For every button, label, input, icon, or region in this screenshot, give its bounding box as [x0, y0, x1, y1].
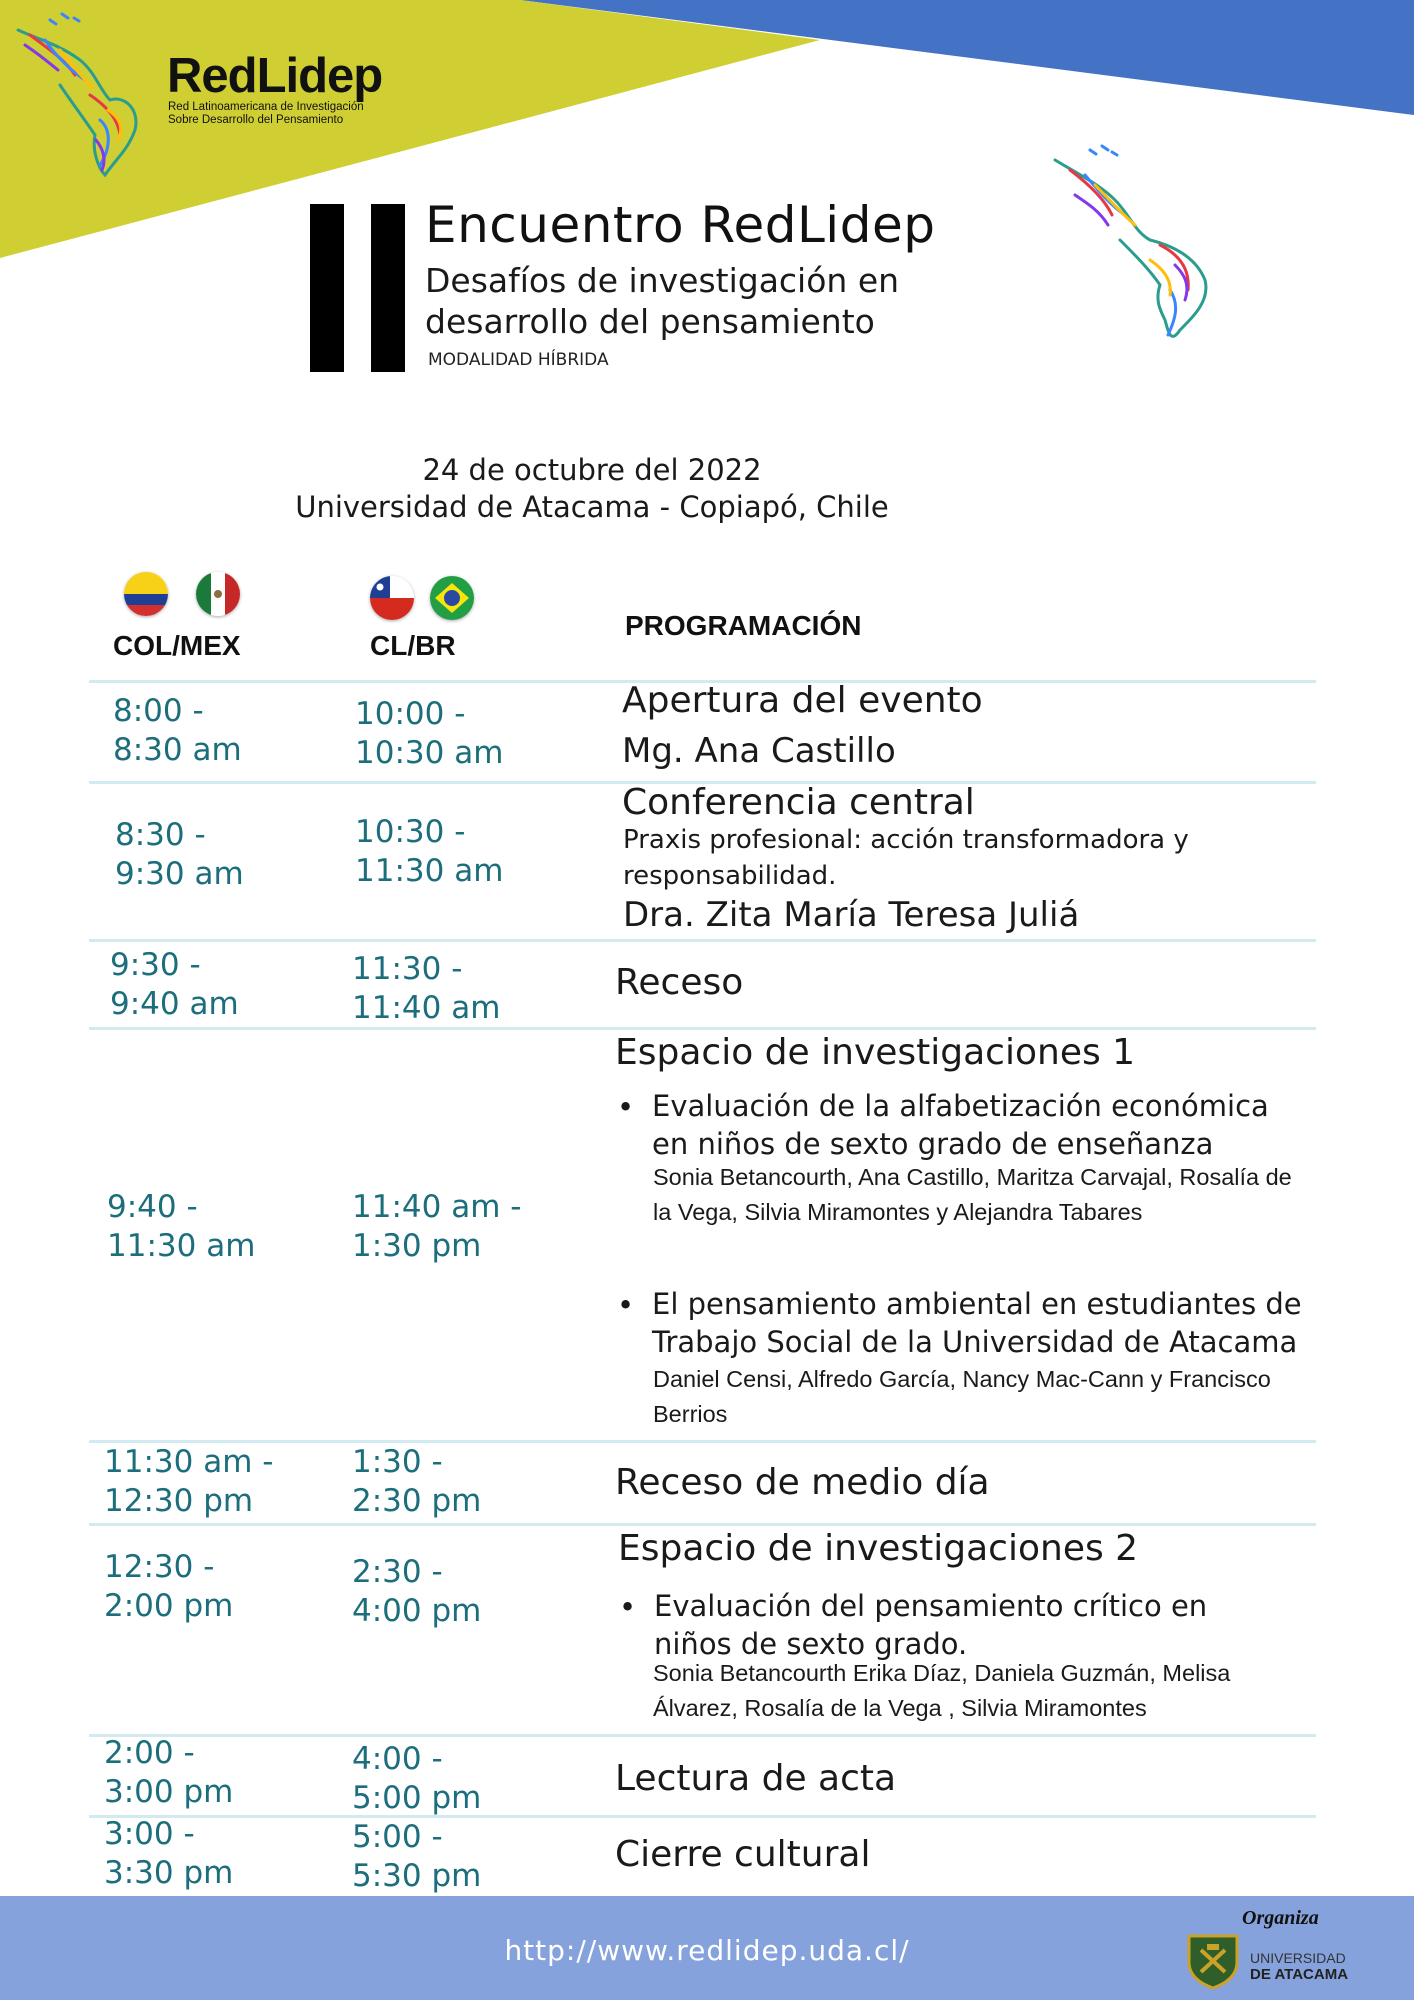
event-subtitle-line2: desarrollo del pensamiento [425, 302, 875, 341]
session-speaker: Mg. Ana Castillo [622, 731, 896, 771]
time-cl-br: 10:00 - 10:30 am [355, 696, 504, 771]
event-subtitle-line1: Desafíos de investigación en [425, 261, 900, 300]
session-title: Receso [615, 962, 744, 1003]
time-col-mex: 11:30 am - 12:30 pm [104, 1444, 274, 1519]
event-date: 24 de octubre del 2022 [422, 453, 762, 487]
logo-subtitle-line2: Sobre Desarrollo del Pensamiento [168, 114, 344, 126]
session-title: Receso de medio día [615, 1462, 990, 1503]
header-programacion: PROGRAMACIÓN [625, 610, 862, 641]
university-name-line2: DE ATACAMA [1250, 1966, 1349, 1983]
event-title: Encuentro RedLidep [425, 196, 936, 254]
logo-subtitle-line1: Red Latinoamericana de Investigación [168, 101, 364, 113]
logo-title: RedLidep [167, 49, 383, 103]
session-title: Cierre cultural [615, 1834, 871, 1875]
research-item-authors: Sonia Betancourth, Ana Castillo, Maritza Carvajal, Rosalía de la Vega, Silvia Miramontes y Alejandra Tabares [653, 1164, 1292, 1225]
time-col-mex: 9:30 - 9:40 am [110, 947, 239, 1022]
bullet-icon: • [617, 1090, 635, 1124]
time-col-mex: 2:00 - 3:00 pm [104, 1735, 234, 1810]
university-name-line1: UNIVERSIDAD [1250, 1950, 1346, 1966]
research-item-title: El pensamiento ambiental en estudiantes de Trabajo Social de la Universidad de Atacama [652, 1287, 1302, 1359]
time-cl-br: 1:30 - 2:30 pm [352, 1444, 482, 1519]
brazil-flag-icon [430, 576, 474, 620]
time-cl-br: 5:00 - 5:30 pm [352, 1819, 482, 1894]
research-item-title: Evaluación de la alfabetización económica en niños de sexto grado de enseñanza [652, 1089, 1269, 1161]
bullet-icon: • [619, 1590, 637, 1624]
time-cl-br: 4:00 - 5:00 pm [352, 1741, 482, 1816]
session-title: Lectura de acta [615, 1758, 897, 1799]
university-shield-icon [1185, 1932, 1241, 1990]
time-col-mex: 12:30 - 2:00 pm [104, 1549, 234, 1624]
research-item-authors: Daniel Censi, Alfredo García, Nancy Mac-Cann y Francisco Berrios [653, 1366, 1271, 1427]
time-cl-br: 10:30 - 11:30 am [355, 814, 504, 889]
logo-subtitle [168, 101, 364, 127]
event-modality: MODALIDAD HÍBRIDA [428, 350, 609, 370]
header-cl-br: CL/BR [370, 630, 456, 661]
chile-flag-icon [370, 576, 414, 620]
time-cl-br: 11:40 am - 1:30 pm [352, 1189, 522, 1264]
header-col-mex: COL/MEX [113, 630, 241, 661]
research-item-title: Evaluación del pensamiento crítico en niños de sexto grado. [654, 1589, 1208, 1661]
session-title: Espacio de investigaciones 1 [615, 1032, 1136, 1073]
time-cl-br: 2:30 - 4:00 pm [352, 1554, 482, 1629]
bullet-icon: • [617, 1288, 635, 1322]
session-speaker: Dra. Zita María Teresa Juliá [623, 895, 1080, 935]
time-cl-br: 11:30 - 11:40 am [352, 951, 501, 1026]
session-title: Espacio de investigaciones 2 [618, 1528, 1139, 1569]
time-col-mex: 9:40 - 11:30 am [107, 1189, 256, 1264]
footer-url-link[interactable]: http://www.redlidep.uda.cl/ [504, 1934, 910, 1967]
event-venue: Universidad de Atacama - Copiapó, Chile [295, 490, 889, 524]
roman-numeral-bar-left [310, 204, 344, 372]
session-description: Praxis profesional: acción transformadora y responsabilidad. [623, 825, 1189, 891]
latin-america-map-illustration [1055, 146, 1206, 336]
row-divider [89, 1027, 1316, 1030]
time-col-mex: 3:00 - 3:30 pm [104, 1816, 234, 1891]
row-divider [89, 1815, 1316, 1818]
colombia-flag-icon [124, 572, 168, 616]
session-title: Conferencia central [622, 782, 975, 823]
row-divider [89, 939, 1316, 942]
session-title: Apertura del evento [622, 680, 983, 721]
event-subtitle [425, 260, 899, 342]
row-divider [89, 1523, 1316, 1526]
row-divider [89, 1734, 1316, 1737]
time-col-mex: 8:30 - 9:30 am [115, 817, 244, 892]
organiza-label: Organiza [1242, 1907, 1319, 1929]
time-col-mex: 8:00 - 8:30 am [113, 693, 242, 768]
roman-numeral-bar-right [371, 204, 405, 372]
research-item-authors: Sonia Betancourth Erika Díaz, Daniela Guzmán, Melisa Álvarez, Rosalía de la Vega , Silvia Miramontes [653, 1660, 1231, 1721]
mexico-flag-icon [196, 572, 240, 616]
